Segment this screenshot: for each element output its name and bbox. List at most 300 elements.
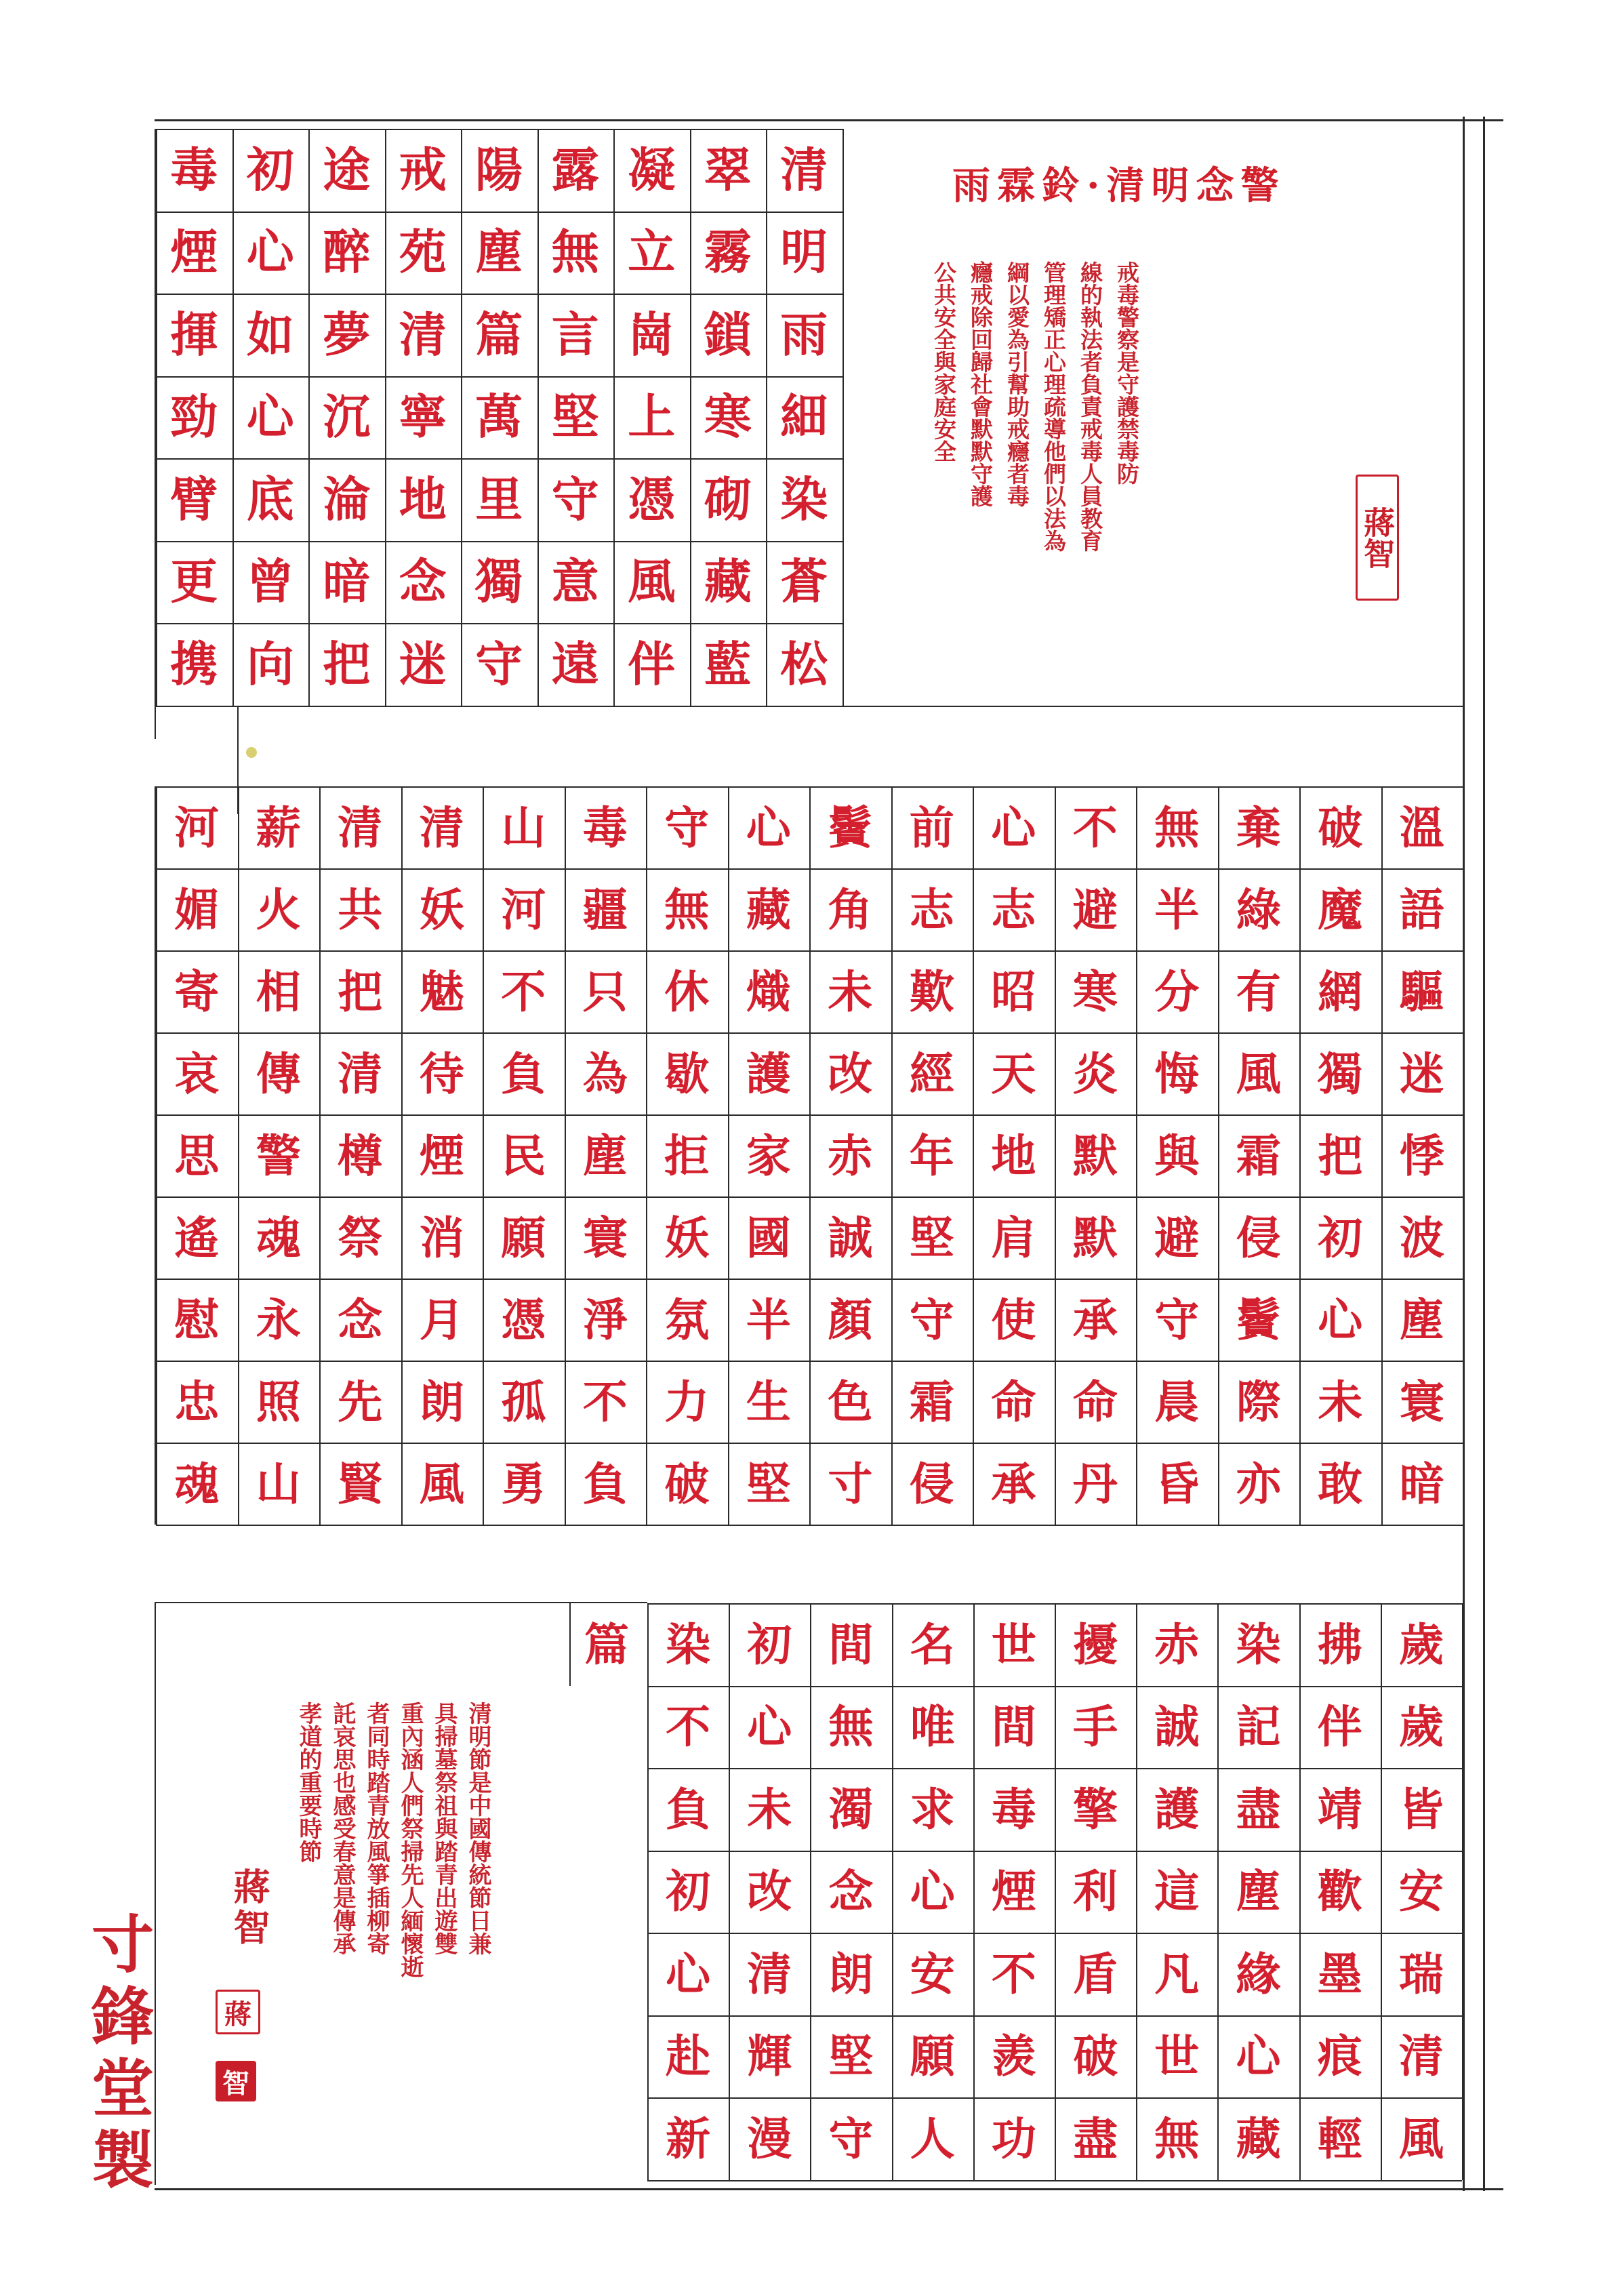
poem-char: 孤 (501, 1375, 546, 1428)
poem-char: 月 (419, 1293, 464, 1346)
poem-char: 寸 (828, 1457, 873, 1510)
poem-char: 手 (1073, 1700, 1118, 1754)
note-line: 者同時踏青放風箏插柳寄 (363, 1702, 390, 1955)
poem-char: 初 (1318, 1211, 1363, 1264)
poem-char: 揮 (170, 306, 218, 363)
poem-char: 煙 (991, 1865, 1036, 1918)
poem-char: 歲 (1398, 1700, 1444, 1754)
poem-char: 砌 (704, 470, 752, 527)
note-line: 清明節是中國傳統節日兼 (464, 1702, 491, 1955)
poem-char: 求 (910, 1782, 955, 1836)
poem-char: 地 (399, 470, 447, 527)
poem-char: 風 (628, 553, 676, 610)
poem-char: 把 (1318, 1129, 1363, 1182)
poem-char: 守 (909, 1293, 954, 1346)
poem-char: 棄 (1236, 801, 1281, 854)
poem-char: 功 (991, 2112, 1036, 2165)
poem-char: 色 (828, 1375, 873, 1428)
poem-char: 只 (582, 965, 628, 1018)
poem-char: 昭 (991, 965, 1036, 1018)
poem-char: 先 (338, 1375, 383, 1428)
studio-signature: 寸鋒堂製 (81, 1912, 155, 2199)
poem-char: 未 (1318, 1375, 1363, 1428)
poem-char: 暗 (1399, 1457, 1444, 1510)
poem-char: 向 (246, 635, 294, 692)
poem-char: 記 (1236, 1700, 1281, 1754)
poem-char: 半 (746, 1293, 791, 1346)
poem-char: 侵 (909, 1457, 954, 1510)
poem-char: 志 (909, 883, 954, 936)
section-one-title: 雨霖鈴·清明念警 (952, 163, 1286, 208)
poem-char: 迷 (1399, 1047, 1444, 1100)
poem-char: 塵 (582, 1129, 628, 1182)
poem-char: 負 (582, 1457, 628, 1510)
poem-char: 這 (1154, 1865, 1200, 1918)
poem-char: 盡 (1073, 2112, 1118, 2165)
poem-char: 意 (551, 553, 599, 610)
poem-char: 未 (747, 1782, 792, 1836)
poem-char: 歲 (1398, 1617, 1444, 1671)
poem-char: 凝 (628, 141, 676, 198)
poem-char: 護 (746, 1047, 791, 1100)
poem-char: 無 (828, 1700, 874, 1754)
poem-char: 念 (399, 553, 447, 610)
poem-char: 清 (747, 1947, 792, 2000)
poem-char: 苑 (399, 224, 447, 281)
poem-char: 熾 (746, 965, 791, 1018)
poem-char: 迷 (399, 635, 447, 692)
poem-char: 遠 (551, 635, 599, 692)
poem-char: 霜 (1236, 1129, 1281, 1182)
poem-char: 靖 (1317, 1782, 1362, 1836)
poem-char: 歡 (1317, 1865, 1362, 1918)
poem-char: 暗 (323, 553, 371, 610)
poem-char: 途 (323, 141, 371, 198)
poem-char: 顏 (828, 1293, 873, 1346)
poem-char: 心 (910, 1865, 955, 1918)
poem-char: 清 (338, 801, 383, 854)
grid-rule-h (156, 1525, 1463, 1526)
poem-char: 痕 (1317, 2030, 1362, 2083)
poem-char: 松 (780, 635, 828, 692)
note-line: 戒毒警察是守護禁毒防 (1114, 261, 1140, 485)
poem-char: 默 (1072, 1211, 1118, 1264)
poem-char: 魅 (419, 965, 464, 1018)
poem-char: 休 (664, 965, 710, 1018)
grid-rule-v (843, 129, 844, 706)
poem-char: 魔 (1318, 883, 1363, 936)
poem-char: 樽 (338, 1129, 383, 1182)
poem-char: 雨 (780, 306, 828, 363)
author-seal-bottom: 智 (216, 2061, 256, 2101)
poem-char: 赤 (1154, 1617, 1200, 1671)
poem-char: 曾 (246, 553, 294, 610)
note-line: 孝道的重要時節 (295, 1702, 322, 1863)
poem-char: 初 (246, 141, 294, 198)
poem-char: 承 (991, 1457, 1036, 1510)
poem-char: 半 (1154, 883, 1200, 936)
poem-char: 網 (1318, 965, 1363, 1018)
poem-char: 輕 (1317, 2112, 1362, 2165)
poem-char: 心 (1318, 1293, 1363, 1346)
poem-char: 與 (1154, 1129, 1200, 1182)
poem-char: 底 (246, 470, 294, 527)
poem-char: 露 (551, 141, 599, 198)
poem-char: 濁 (828, 1782, 874, 1836)
poem-char: 戒 (399, 141, 447, 198)
poem-char: 無 (1154, 2112, 1200, 2165)
bottom-border (155, 2188, 1503, 2190)
poem-char: 悔 (1154, 1047, 1200, 1100)
poem-char: 鎖 (704, 306, 752, 363)
poem-char: 妖 (664, 1211, 710, 1264)
poem-char: 陽 (475, 141, 523, 198)
poem-char: 盾 (1073, 1947, 1118, 2000)
tail-cell-rule (569, 1603, 571, 1686)
poem-char: 角 (828, 883, 873, 936)
poem-char: 語 (1399, 883, 1444, 936)
poem-char: 朗 (828, 1947, 874, 2000)
section-one-seal: 蔣智 (1356, 475, 1399, 601)
section-three-left-rule (155, 1602, 156, 2185)
poem-char: 漫 (747, 2112, 792, 2165)
poem-char: 守 (551, 470, 599, 527)
poem-char: 魂 (256, 1211, 301, 1264)
grid-rule-h (647, 2180, 1462, 2181)
poem-char: 警 (256, 1129, 301, 1182)
poem-char: 悸 (1399, 1129, 1444, 1182)
poem-char: 人 (910, 2112, 955, 2165)
poem-char: 命 (991, 1375, 1036, 1428)
note-line: 線的執法者負責戒毒人員教育 (1077, 261, 1103, 552)
poem-char: 清 (780, 141, 828, 198)
poem-char: 藍 (704, 635, 752, 692)
poem-char: 避 (1072, 883, 1118, 936)
poem-char: 毒 (582, 801, 628, 854)
poem-char: 守 (664, 801, 710, 854)
poem-char: 煙 (419, 1129, 464, 1182)
note-line: 重內涵人們祭掃先人緬懷逝 (397, 1702, 424, 1978)
poem-char: 疆 (582, 883, 628, 936)
poem-char: 淪 (323, 470, 371, 527)
poem-char: 河 (501, 883, 546, 936)
poem-char: 立 (628, 224, 676, 281)
poem-char: 勁 (170, 388, 218, 445)
poem-char: 避 (1154, 1211, 1200, 1264)
poem-char: 命 (1072, 1375, 1118, 1428)
poem-char: 默 (1072, 1129, 1118, 1182)
poem-char: 清 (419, 801, 464, 854)
poem-char: 侵 (1236, 1211, 1281, 1264)
poem-char: 哀 (174, 1047, 220, 1100)
poem-char: 寰 (1399, 1375, 1444, 1428)
poem-char: 染 (666, 1617, 711, 1671)
poem-char: 拂 (1317, 1617, 1362, 1671)
poem-char: 世 (1154, 2030, 1200, 2083)
note-line: 公共安全與家庭安全 (931, 261, 957, 462)
poem-char: 薪 (256, 801, 301, 854)
poem-char: 相 (256, 965, 301, 1018)
poem-char: 心 (246, 224, 294, 281)
poem-char: 篇 (475, 306, 523, 363)
poem-char: 使 (991, 1293, 1036, 1346)
poem-char: 心 (1236, 2030, 1281, 2083)
poem-char: 醉 (323, 224, 371, 281)
poem-char: 間 (828, 1617, 874, 1671)
poem-char: 安 (1398, 1865, 1444, 1918)
poem-char: 萬 (475, 388, 523, 445)
poem-char: 負 (666, 1782, 711, 1836)
poem-char: 寰 (582, 1211, 628, 1264)
poem-char: 山 (256, 1457, 301, 1510)
poem-char: 破 (664, 1457, 710, 1510)
poem-char: 伴 (628, 635, 676, 692)
section-one-divider (843, 706, 1463, 707)
note-line: 具掃墓祭祖與踏青出遊雙 (430, 1702, 458, 1955)
poem-char: 共 (338, 883, 383, 936)
poem-char: 妖 (419, 883, 464, 936)
poem-char: 名 (910, 1617, 955, 1671)
poem-char: 世 (991, 1617, 1036, 1671)
poem-char: 堅 (909, 1211, 954, 1264)
poem-char: 堅 (828, 2030, 874, 2083)
poem-char: 盡 (1236, 1782, 1281, 1836)
poem-char: 不 (666, 1700, 711, 1754)
poem-char: 承 (1072, 1293, 1118, 1346)
poem-char: 民 (501, 1129, 546, 1182)
poem-char: 緣 (1236, 1947, 1281, 2000)
poem-char: 言 (551, 306, 599, 363)
poem-char: 毒 (991, 1782, 1036, 1836)
poem-char: 臂 (170, 470, 218, 527)
note-line: 癮戒除回歸社會默默守護 (967, 261, 994, 507)
poem-char: 翠 (704, 141, 752, 198)
poem-char: 遙 (174, 1211, 220, 1264)
poem-char: 祭 (338, 1211, 383, 1264)
poem-char: 魂 (174, 1457, 220, 1510)
poem-char: 驅 (1399, 965, 1444, 1018)
poem-char: 寄 (174, 965, 220, 1018)
poem-char: 守 (475, 635, 523, 692)
poem-char: 照 (256, 1375, 301, 1428)
poem-char: 藏 (1236, 2112, 1281, 2165)
poem-char: 年 (909, 1129, 954, 1182)
poem-char: 堅 (746, 1457, 791, 1510)
poem-char: 國 (746, 1211, 791, 1264)
poem-char: 慰 (174, 1293, 220, 1346)
poem-char: 丹 (1072, 1457, 1118, 1510)
poem-char: 護 (1154, 1782, 1200, 1836)
section-one-note (925, 261, 1145, 668)
poem-char: 夢 (323, 306, 371, 363)
poem-char: 里 (475, 470, 523, 527)
poem-char: 念 (828, 1865, 874, 1918)
poem-char: 瑞 (1398, 1947, 1444, 2000)
poem-char: 肩 (991, 1211, 1036, 1264)
poem-char: 上 (628, 388, 676, 445)
poem-char: 綠 (1236, 883, 1281, 936)
poem-char: 間 (991, 1700, 1036, 1754)
poem-char: 擾 (1073, 1617, 1118, 1671)
poem-char: 羨 (991, 2030, 1036, 2083)
poem-char: 沉 (323, 388, 371, 445)
poem-char: 清 (1398, 2030, 1444, 2083)
poem-char: 淨 (582, 1293, 628, 1346)
poem-char: 念 (338, 1293, 383, 1346)
poem-char: 願 (910, 2030, 955, 2083)
poem-char: 藏 (746, 883, 791, 936)
poem-tail-char: 篇 (584, 1617, 629, 1671)
poem-char: 新 (666, 2112, 711, 2165)
poem-char: 思 (174, 1129, 220, 1182)
poem-char: 歎 (909, 965, 954, 1018)
note-line: 託哀思也感受春意是傳承 (329, 1702, 356, 1955)
poem-char: 塵 (1236, 1865, 1281, 1918)
poem-char: 心 (991, 801, 1036, 854)
poem-char: 願 (501, 1211, 546, 1264)
poem-char: 毒 (170, 141, 218, 198)
poem-char: 改 (747, 1865, 792, 1918)
poem-char: 無 (664, 883, 710, 936)
poem-char: 守 (1154, 1293, 1200, 1346)
poem-char: 守 (828, 2112, 874, 2165)
poem-char: 獨 (475, 553, 523, 610)
poem-char: 獨 (1318, 1047, 1363, 1100)
poem-char: 霧 (704, 224, 752, 281)
poem-char: 如 (246, 306, 294, 363)
poem-char: 賢 (338, 1457, 383, 1510)
poem-char: 為 (582, 1047, 628, 1100)
poem-char: 心 (246, 388, 294, 445)
poem-char: 初 (747, 1617, 792, 1671)
grid-rule-v (1462, 1603, 1463, 2180)
poem-char: 染 (1236, 1617, 1281, 1671)
poem-char: 地 (991, 1129, 1036, 1182)
poem-char: 唯 (910, 1700, 955, 1754)
poem-char: 不 (1072, 801, 1118, 854)
poem-char: 寧 (399, 388, 447, 445)
poem-char: 心 (747, 1700, 792, 1754)
section-three-note (291, 1702, 495, 2081)
note-line: 管理矯正心理疏導他們以法為 (1040, 261, 1067, 552)
poem-char: 負 (501, 1047, 546, 1100)
poem-char: 風 (1398, 2112, 1444, 2165)
poem-char: 溫 (1399, 801, 1444, 854)
poem-char: 前 (909, 801, 954, 854)
right-border-outer (1483, 117, 1485, 2191)
poem-char: 傳 (256, 1047, 301, 1100)
poem-char: 生 (746, 1375, 791, 1428)
poem-char: 寒 (1072, 965, 1118, 1018)
poem-char: 利 (1073, 1865, 1118, 1918)
poem-char: 敢 (1318, 1457, 1363, 1510)
poem-char: 蒼 (780, 553, 828, 610)
poem-char: 皆 (1398, 1782, 1444, 1836)
poem-char: 山 (501, 801, 546, 854)
poem-char: 赤 (828, 1129, 873, 1182)
poem-char: 風 (1236, 1047, 1281, 1100)
poem-char: 拒 (664, 1129, 710, 1182)
poem-char: 力 (664, 1375, 710, 1428)
poem-char: 霜 (909, 1375, 954, 1428)
note-line: 綱以愛為引幫助戒癮者毒 (1004, 261, 1030, 507)
poem-char: 煙 (170, 224, 218, 281)
poem-char: 心 (746, 801, 791, 854)
poem-char: 清 (399, 306, 447, 363)
poem-char: 誠 (828, 1211, 873, 1264)
poem-char: 分 (1154, 965, 1200, 1018)
poem-char: 輝 (747, 2030, 792, 2083)
poem-char: 永 (256, 1293, 301, 1346)
poem-char: 河 (174, 801, 220, 854)
poem-char: 破 (1318, 801, 1363, 854)
poem-char: 把 (323, 635, 371, 692)
poem-char: 朗 (419, 1375, 464, 1428)
poem-char: 未 (828, 965, 873, 1018)
poem-char: 擎 (1073, 1782, 1118, 1836)
poem-char: 藏 (704, 553, 752, 610)
poem-char: 鬢 (1236, 1293, 1281, 1346)
poem-char: 凡 (1154, 1947, 1200, 2000)
poem-char: 鬢 (828, 801, 873, 854)
poem-char: 清 (338, 1047, 383, 1100)
poem-char: 昏 (1154, 1457, 1200, 1510)
poem-char: 晨 (1154, 1375, 1200, 1428)
poem-char: 火 (256, 883, 301, 936)
poem-char: 塵 (475, 224, 523, 281)
poem-char: 有 (1236, 965, 1281, 1018)
grid-rule-h (156, 706, 843, 707)
poem-char: 破 (1073, 2030, 1118, 2083)
poem-char: 憑 (628, 470, 676, 527)
poem-char: 墨 (1317, 1947, 1362, 2000)
poem-char: 塵 (1399, 1293, 1444, 1346)
poem-char: 明 (780, 224, 828, 281)
poem-char: 初 (666, 1865, 711, 1918)
poem-char: 堅 (551, 388, 599, 445)
poem-char: 經 (909, 1047, 954, 1100)
poem-char: 歇 (664, 1047, 710, 1100)
poem-char: 際 (1236, 1375, 1281, 1428)
poem-char: 待 (419, 1047, 464, 1100)
poem-char: 改 (828, 1047, 873, 1100)
author-signature: 蔣智 (228, 1868, 271, 1949)
author-seal-top: 蔣 (216, 1990, 260, 2034)
ink-smudge (246, 747, 257, 758)
poem-char: 忠 (174, 1375, 220, 1428)
poem-char: 携 (170, 635, 218, 692)
poem-char: 更 (170, 553, 218, 610)
poem-char: 赴 (666, 2030, 711, 2083)
poem-char: 風 (419, 1457, 464, 1510)
poem-char: 不 (501, 965, 546, 1018)
poem-char: 無 (1154, 801, 1200, 854)
poem-char: 安 (910, 1947, 955, 2000)
poem-char: 媚 (174, 883, 220, 936)
poem-char: 崗 (628, 306, 676, 363)
poem-char: 無 (551, 224, 599, 281)
section-three-top-rule (155, 1602, 647, 1603)
poem-char: 消 (419, 1211, 464, 1264)
poem-char: 家 (746, 1129, 791, 1182)
poem-char: 伴 (1317, 1700, 1362, 1754)
poem-char: 氛 (664, 1293, 710, 1346)
poem-char: 炎 (1072, 1047, 1118, 1100)
poem-char: 誠 (1154, 1700, 1200, 1754)
poem-char: 天 (991, 1047, 1036, 1100)
top-border (155, 119, 1503, 121)
poem-char: 亦 (1236, 1457, 1281, 1510)
